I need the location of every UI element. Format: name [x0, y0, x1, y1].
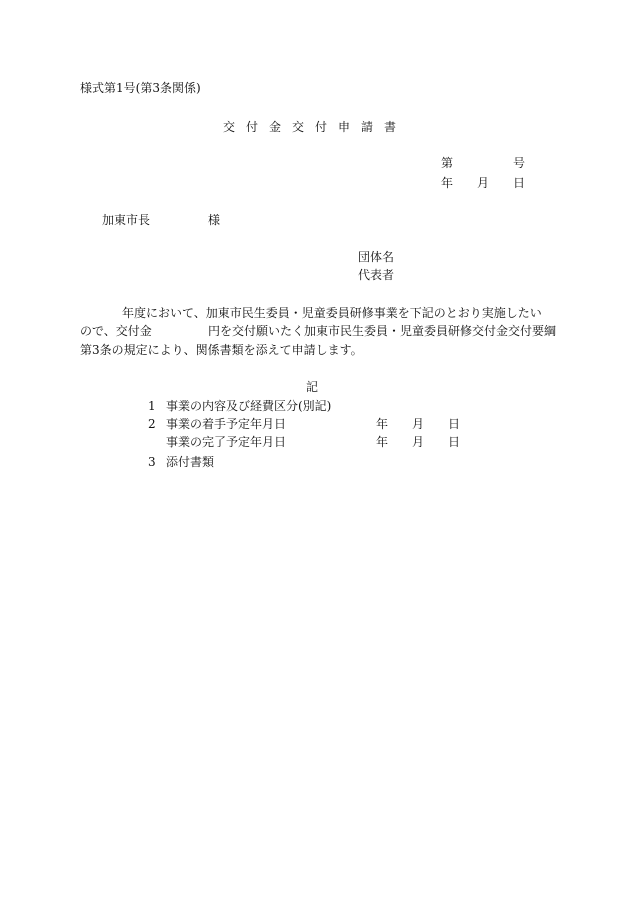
item-3-number: 3: [148, 455, 156, 469]
form-label: 様式第1号(第3条関係): [80, 81, 201, 95]
organization-label: 団体名: [358, 250, 395, 264]
item-1-number: 1: [148, 399, 156, 413]
doc-number-suffix: 号: [513, 156, 526, 170]
date-month-label: 月: [477, 176, 490, 190]
document-title: 交付金交付申請書: [223, 120, 408, 134]
item-2b-day-label: 日: [448, 435, 461, 449]
item-1-text: 事業の内容及び経費区分(別記): [166, 399, 332, 413]
date-day-label: 日: [513, 176, 526, 190]
item-2b-month-label: 月: [412, 435, 425, 449]
body-text-line-2b: 円を交付願いたく加東市民生委員・児童委員研修交付金交付要綱: [208, 324, 557, 338]
addressee-honorific: 様: [208, 213, 221, 227]
item-2-text: 事業の着手予定年月日: [166, 417, 287, 431]
item-2-year-label: 年: [376, 417, 389, 431]
item-2-number: 2: [148, 417, 156, 431]
item-3-text: 添付書類: [166, 455, 215, 469]
doc-number-label: 第: [441, 156, 454, 170]
item-2-day-label: 日: [448, 417, 461, 431]
item-2b-text: 事業の完了予定年月日: [166, 435, 287, 449]
item-2b-year-label: 年: [376, 435, 389, 449]
date-year-label: 年: [441, 176, 454, 190]
ki-heading: 記: [306, 380, 319, 394]
body-text-line-2a: ので、交付金: [80, 324, 152, 338]
addressee-name: 加東市長: [102, 213, 151, 227]
body-text-line-1: 年度において、加東市民生委員・児童委員研修事業を下記のとおり実施したい: [122, 306, 542, 320]
representative-label: 代表者: [358, 268, 395, 282]
item-2-month-label: 月: [412, 417, 425, 431]
body-text-line-3: 第3条の規定により、関係書類を添えて申請します。: [80, 343, 363, 357]
